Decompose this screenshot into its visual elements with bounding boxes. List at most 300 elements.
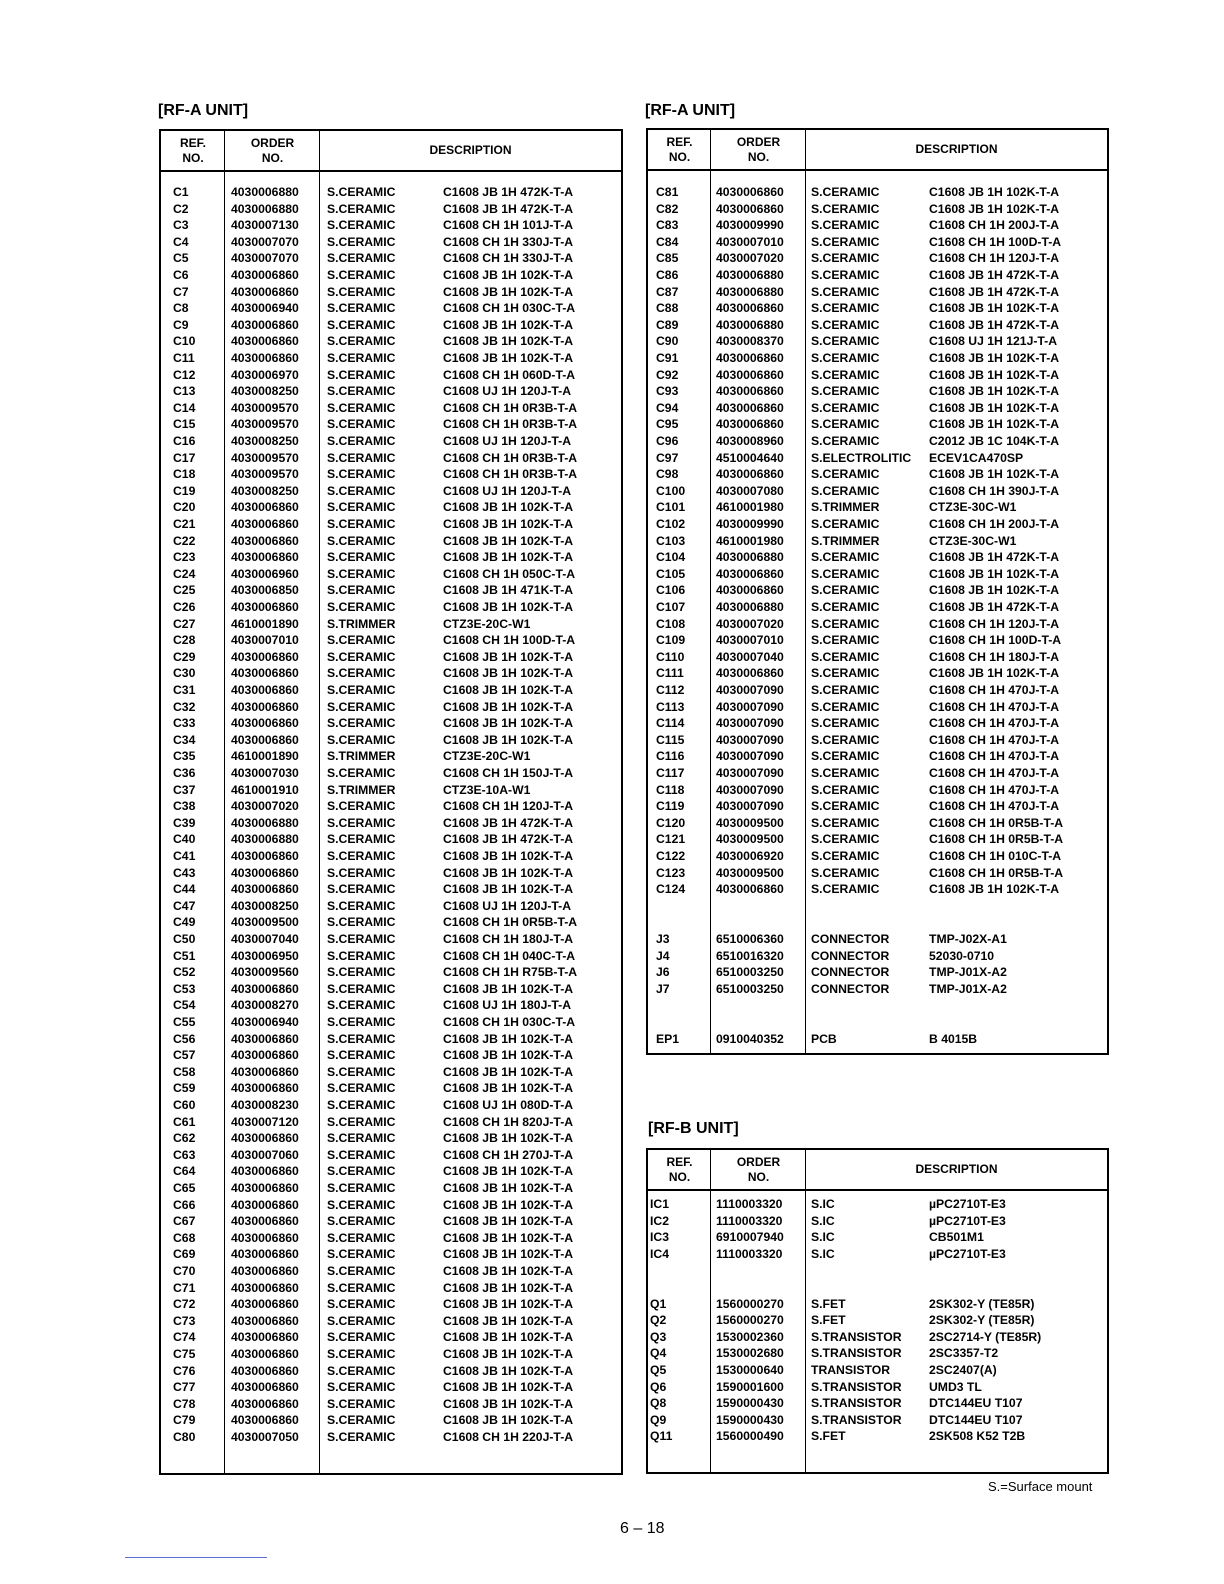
ref-no-cell: C59 xyxy=(173,1081,196,1096)
part-type-cell: CONNECTOR xyxy=(811,948,890,963)
part-spec-cell: C1608 CH 1H 470J-T-A xyxy=(929,699,1060,714)
order-no-cell: 1110003320 xyxy=(716,1246,783,1261)
ref-no-cell: C10 xyxy=(173,334,196,349)
part-type-cell: S.CERAMIC xyxy=(327,1313,396,1328)
table-row xyxy=(648,649,1107,666)
ref-no-cell: C9 xyxy=(173,317,189,332)
part-type-cell: S.CERAMIC xyxy=(327,301,396,316)
order-no-cell: 6510016320 xyxy=(716,948,784,963)
part-type-cell: S.CERAMIC xyxy=(327,932,396,946)
order-no-cell: 4030006970 xyxy=(231,367,299,382)
part-spec-cell: 2SK302-Y (TE85R) xyxy=(929,1313,1035,1328)
part-spec-cell: C1608 JB 1H 102K-T-A xyxy=(929,351,1060,365)
table-row xyxy=(161,1379,621,1396)
surface-mount-note: S.=Surface mount xyxy=(988,1479,1093,1494)
ref-no-cell: C76 xyxy=(173,1363,196,1378)
table-row xyxy=(648,499,1107,516)
table-row xyxy=(161,333,621,350)
ref-no-cell: C72 xyxy=(173,1297,196,1312)
order-no-cell: 4030006940 xyxy=(231,301,299,316)
table-row xyxy=(648,665,1107,682)
table-row xyxy=(161,1114,621,1131)
part-spec-cell: C1608 JB 1H 102K-T-A xyxy=(443,1313,574,1328)
table-row xyxy=(648,1379,1107,1396)
part-type-cell: S.TRIMMER xyxy=(811,533,880,548)
part-type-cell: S.CERAMIC xyxy=(327,1048,396,1063)
table-row xyxy=(161,665,621,682)
table-row xyxy=(648,1412,1107,1429)
part-spec-cell: C1608 JB 1H 102K-T-A xyxy=(443,1280,574,1295)
part-type-cell: S.CERAMIC xyxy=(811,583,880,598)
part-type-cell: CONNECTOR xyxy=(811,981,890,996)
ref-no-cell: C18 xyxy=(173,467,196,482)
table-row xyxy=(161,367,621,384)
order-no-header: ORDER NO. xyxy=(250,135,295,165)
order-no-cell: 4030006880 xyxy=(231,185,299,199)
table-row xyxy=(161,1147,621,1164)
order-no-cell: 4030009570 xyxy=(231,400,299,415)
part-type-cell: S.IC xyxy=(811,1230,835,1245)
table-row xyxy=(648,400,1107,417)
part-type-cell: S.IC xyxy=(811,1246,835,1261)
order-no-cell: 4030006940 xyxy=(231,1015,299,1029)
table-row xyxy=(648,1428,1107,1445)
part-spec-cell: C1608 JB 1H 472K-T-A xyxy=(443,832,574,847)
part-type-cell: S.CERAMIC xyxy=(811,832,880,847)
ref-no-cell: C88 xyxy=(656,301,679,316)
order-no-cell: 4030006880 xyxy=(716,268,784,282)
part-spec-cell: C1608 CH 1H 330J-T-A xyxy=(443,251,574,266)
part-type-cell: S.CERAMIC xyxy=(811,268,880,282)
part-type-cell: S.CERAMIC xyxy=(327,1015,396,1029)
order-no-cell: 1560000270 xyxy=(716,1313,784,1328)
part-spec-cell: CTZ3E-20C-W1 xyxy=(443,616,531,631)
table-row xyxy=(161,715,621,732)
ref-no-cell: C123 xyxy=(656,865,686,880)
order-no-cell: 4030006920 xyxy=(716,849,784,863)
part-spec-cell: 2SC2714-Y (TE85R) xyxy=(929,1329,1042,1344)
table-row xyxy=(648,981,1107,998)
part-spec-cell: C1608 JB 1H 102K-T-A xyxy=(443,849,574,863)
table-row xyxy=(648,201,1107,218)
order-no-cell: 4030006860 xyxy=(231,716,299,731)
part-spec-cell: C1608 JB 1H 102K-T-A xyxy=(929,467,1060,482)
table-row xyxy=(161,898,621,915)
part-spec-cell: C1608 JB 1H 102K-T-A xyxy=(443,683,574,697)
part-type-cell: S.CERAMIC xyxy=(811,865,880,880)
order-no-cell: 0910040352 xyxy=(716,1031,784,1046)
table-row xyxy=(161,582,621,599)
table-row xyxy=(161,881,621,898)
part-spec-cell: C1608 JB 1H 102K-T-A xyxy=(443,981,574,996)
ref-no-cell: C107 xyxy=(656,600,686,614)
order-no-cell: 4030007090 xyxy=(716,716,784,731)
part-spec-cell: C1608 JB 1H 102K-T-A xyxy=(443,1330,574,1345)
ref-no-cell: J6 xyxy=(656,965,670,980)
part-type-cell: S.CERAMIC xyxy=(811,234,880,249)
order-no-cell: 1590000430 xyxy=(716,1412,784,1427)
table-row xyxy=(161,566,621,583)
part-type-cell: S.CERAMIC xyxy=(327,898,396,913)
ref-no-cell: C110 xyxy=(656,649,685,664)
ref-no-cell: C60 xyxy=(173,1098,196,1112)
ref-no-cell: C17 xyxy=(173,450,196,465)
ref-no-cell: C81 xyxy=(656,185,679,199)
table-row xyxy=(648,549,1107,566)
table-row xyxy=(648,367,1107,384)
order-no-cell: 4030006880 xyxy=(231,832,299,847)
part-type-cell: S.CERAMIC xyxy=(327,882,396,897)
part-spec-cell: C1608 JB 1H 472K-T-A xyxy=(929,317,1060,332)
part-spec-cell: C1608 CH 1H 0R5B-T-A xyxy=(443,915,578,930)
table-row xyxy=(648,217,1107,234)
part-type-cell: S.CERAMIC xyxy=(327,351,396,365)
table-row xyxy=(161,848,621,865)
ref-no-cell: C40 xyxy=(173,832,196,847)
part-type-cell: S.CERAMIC xyxy=(327,1131,396,1146)
ref-no-cell: C106 xyxy=(656,583,686,598)
part-spec-cell: C1608 CH 1H 060D-T-A xyxy=(443,367,576,382)
part-spec-cell: C1608 JB 1H 102K-T-A xyxy=(443,1081,574,1096)
ref-no-cell: C90 xyxy=(656,334,679,349)
table-row xyxy=(161,931,621,948)
table-row xyxy=(648,831,1107,848)
table-row xyxy=(648,333,1107,350)
ref-no-cell: C7 xyxy=(173,284,189,299)
ref-no-cell: C101 xyxy=(656,500,686,515)
table-row xyxy=(648,267,1107,284)
order-no-cell: 4030006860 xyxy=(231,517,299,531)
order-no-cell: 4030006950 xyxy=(231,948,299,963)
description-header: DESCRIPTION xyxy=(429,143,512,157)
part-type-cell: S.CERAMIC xyxy=(811,185,880,199)
ref-no-cell: Q11 xyxy=(650,1429,673,1444)
part-type-cell: S.CERAMIC xyxy=(327,1363,396,1378)
order-no-cell: 4030009990 xyxy=(716,517,784,531)
part-type-cell: S.CERAMIC xyxy=(327,1247,396,1262)
table-row xyxy=(161,350,621,367)
ref-no-cell: C16 xyxy=(173,434,196,448)
order-no-cell: 4030006860 xyxy=(231,1197,299,1212)
order-no-cell: 1110003320 xyxy=(716,1197,783,1211)
table-row xyxy=(161,499,621,516)
order-no-cell: 4030008270 xyxy=(231,998,299,1013)
part-type-cell: S.CERAMIC xyxy=(327,981,396,996)
part-type-cell: S.CERAMIC xyxy=(327,533,396,548)
table-row xyxy=(161,250,621,267)
table-row xyxy=(648,1229,1107,1246)
part-type-cell: PCB xyxy=(811,1031,837,1046)
table-row xyxy=(161,1097,621,1114)
part-spec-cell: C1608 CH 1H 0R3B-T-A xyxy=(443,417,578,432)
part-spec-cell: C1608 JB 1H 102K-T-A xyxy=(929,301,1060,316)
order-no-cell: 4030007010 xyxy=(716,234,784,249)
part-type-cell: S.CERAMIC xyxy=(327,915,396,930)
ref-no-cell: C8 xyxy=(173,301,189,316)
order-no-cell: 4030006860 xyxy=(231,1297,299,1312)
part-spec-cell: C1608 CH 1H 120J-T-A xyxy=(929,251,1060,266)
order-no-cell: 4610001890 xyxy=(231,749,299,764)
part-type-cell: S.CERAMIC xyxy=(327,832,396,847)
table-row xyxy=(161,1047,621,1064)
table-row xyxy=(648,914,1107,931)
table-row xyxy=(161,981,621,998)
order-no-cell: 4030006860 xyxy=(716,351,784,365)
order-no-cell: 4030007060 xyxy=(231,1147,299,1162)
ref-no-cell: C91 xyxy=(656,351,679,365)
right-parts-table-b xyxy=(646,1148,1109,1474)
order-no-cell: 4030009990 xyxy=(716,218,784,233)
table-row xyxy=(161,284,621,301)
order-no-cell: 4030007040 xyxy=(716,649,784,664)
ref-no-cell: C4 xyxy=(173,234,189,249)
table-row xyxy=(161,1130,621,1147)
part-spec-cell: C1608 CH 1H 200J-T-A xyxy=(929,218,1060,233)
order-no-cell: 1560000270 xyxy=(716,1296,784,1311)
part-spec-cell: C1608 JB 1H 102K-T-A xyxy=(443,1413,574,1428)
ref-no-cell: C12 xyxy=(173,367,196,382)
part-type-cell: S.CERAMIC xyxy=(327,1347,396,1361)
order-no-cell: 4030006860 xyxy=(716,384,784,399)
table-row xyxy=(161,732,621,749)
ref-no-cell: C20 xyxy=(173,500,196,515)
table-row xyxy=(648,1196,1107,1213)
order-no-cell: 4030006860 xyxy=(231,1363,299,1378)
table-row xyxy=(648,1345,1107,1362)
part-type-cell: S.CERAMIC xyxy=(811,683,880,697)
order-no-cell: 4030006860 xyxy=(231,683,299,697)
part-spec-cell: C1608 JB 1H 102K-T-A xyxy=(443,550,574,565)
ref-no-cell: C27 xyxy=(173,616,196,631)
part-spec-cell: C1608 CH 1H 120J-T-A xyxy=(929,616,1060,631)
order-no-cell: 4610001890 xyxy=(231,616,299,631)
table-row xyxy=(161,1163,621,1180)
part-type-cell: S.FET xyxy=(811,1429,846,1444)
part-spec-cell: DTC144EU T107 xyxy=(929,1412,1023,1427)
part-type-cell: S.CERAMIC xyxy=(811,633,880,648)
part-type-cell: S.CERAMIC xyxy=(327,483,396,498)
table-row xyxy=(161,1280,621,1297)
part-spec-cell: C1608 CH 1H 010C-T-A xyxy=(929,849,1062,863)
order-no-cell: 4030006860 xyxy=(231,1181,299,1195)
table-row xyxy=(648,533,1107,550)
part-spec-cell: C1608 JB 1H 102K-T-A xyxy=(929,583,1060,598)
part-spec-cell: C1608 JB 1H 102K-T-A xyxy=(443,716,574,731)
part-spec-cell: C1608 CH 1H 050C-T-A xyxy=(443,566,576,581)
ref-no-cell: C5 xyxy=(173,251,189,266)
description-header: DESCRIPTION xyxy=(915,1162,998,1176)
part-spec-cell: C1608 JB 1H 102K-T-A xyxy=(443,1031,574,1046)
table-row xyxy=(161,798,621,815)
order-no-cell: 4030006860 xyxy=(231,1131,299,1146)
ref-no-cell: C83 xyxy=(656,218,679,233)
part-spec-cell: UMD3 TL xyxy=(929,1379,982,1394)
part-spec-cell: C1608 JB 1H 102K-T-A xyxy=(929,882,1060,897)
part-spec-cell: C1608 JB 1H 102K-T-A xyxy=(929,666,1060,681)
table-row xyxy=(648,815,1107,832)
part-spec-cell: C1608 JB 1H 102K-T-A xyxy=(443,1230,574,1245)
table-row xyxy=(648,898,1107,915)
ref-no-cell: C109 xyxy=(656,633,686,648)
part-type-cell: S.CERAMIC xyxy=(327,649,396,664)
part-type-cell: S.CERAMIC xyxy=(327,268,396,282)
table-row xyxy=(648,483,1107,500)
part-spec-cell: C2012 JB 1C 104K-T-A xyxy=(929,434,1060,448)
order-no-cell: 4030007070 xyxy=(231,251,299,266)
order-no-cell: 4030006860 xyxy=(231,981,299,996)
order-no-cell: 4030007050 xyxy=(231,1430,299,1444)
table-row xyxy=(648,433,1107,450)
part-type-cell: S.CERAMIC xyxy=(327,1114,396,1129)
order-no-cell: 4030009500 xyxy=(716,815,784,830)
ref-no-cell: C97 xyxy=(656,450,679,465)
order-no-cell: 4030006850 xyxy=(231,583,299,598)
table-row xyxy=(648,682,1107,699)
order-no-cell: 4030006860 xyxy=(716,583,784,598)
order-no-cell: 4030006860 xyxy=(716,301,784,316)
table-row xyxy=(648,798,1107,815)
part-type-cell: S.CERAMIC xyxy=(327,201,396,216)
ref-no-cell: C111 xyxy=(656,666,684,681)
part-type-cell: S.CERAMIC xyxy=(811,434,880,448)
ref-no-cell: C41 xyxy=(173,849,196,863)
order-no-header: ORDER NO. xyxy=(736,1154,781,1184)
order-no-cell: 4030006860 xyxy=(231,1313,299,1328)
part-type-cell: S.CERAMIC xyxy=(811,600,880,614)
part-spec-cell: C1608 JB 1H 102K-T-A xyxy=(443,600,574,614)
order-no-cell: 4030007090 xyxy=(716,732,784,747)
ref-no-cell: C29 xyxy=(173,649,196,664)
part-spec-cell: C1608 JB 1H 102K-T-A xyxy=(443,1396,574,1411)
part-spec-cell: C1608 JB 1H 102K-T-A xyxy=(443,334,574,349)
order-no-cell: 1560000490 xyxy=(716,1429,784,1444)
part-spec-cell: C1608 CH 1H 390J-T-A xyxy=(929,483,1060,498)
part-type-cell: S.IC xyxy=(811,1213,835,1228)
order-no-cell: 1590001600 xyxy=(716,1379,784,1394)
order-no-cell: 4030007090 xyxy=(716,699,784,714)
table-row xyxy=(161,1412,621,1429)
part-spec-cell: C1608 CH 1H 100D-T-A xyxy=(929,633,1062,648)
order-no-cell: 4030006860 xyxy=(716,666,784,681)
order-no-cell: 4030006860 xyxy=(231,600,299,614)
table-row xyxy=(161,964,621,981)
table-row xyxy=(161,1429,621,1446)
part-type-cell: S.CERAMIC xyxy=(327,1396,396,1411)
order-no-cell: 4030006880 xyxy=(716,550,784,565)
ref-no-cell: C25 xyxy=(173,583,196,598)
part-spec-cell: 2SK302-Y (TE85R) xyxy=(929,1296,1035,1311)
part-type-cell: S.TRANSISTOR xyxy=(811,1329,902,1344)
order-no-cell: 4030006880 xyxy=(716,284,784,299)
part-type-cell: S.CERAMIC xyxy=(327,1197,396,1212)
part-type-cell: S.CERAMIC xyxy=(811,467,880,482)
ref-no-cell: C79 xyxy=(173,1413,196,1428)
ref-no-cell: C51 xyxy=(173,948,196,963)
part-spec-cell: C1608 JB 1H 472K-T-A xyxy=(929,284,1060,299)
order-no-cell: 4030009500 xyxy=(231,915,299,930)
order-no-cell: 4030006860 xyxy=(231,849,299,863)
ref-no-cell: C30 xyxy=(173,666,196,681)
part-spec-cell: C1608 UJ 1H 120J-T-A xyxy=(443,898,572,913)
part-type-cell: S.CERAMIC xyxy=(327,583,396,598)
part-spec-cell: C1608 JB 1H 102K-T-A xyxy=(929,384,1060,399)
part-spec-cell: C1608 CH 1H 0R3B-T-A xyxy=(443,400,578,415)
table-row xyxy=(161,1197,621,1214)
table-row xyxy=(161,748,621,765)
table-row xyxy=(161,383,621,400)
ref-no-cell: C47 xyxy=(173,898,196,913)
order-no-cell: 6510006360 xyxy=(716,932,784,946)
order-no-cell: 4030006860 xyxy=(716,201,784,216)
table-row xyxy=(161,1031,621,1048)
ref-no-cell: C28 xyxy=(173,633,196,648)
table-row xyxy=(161,1064,621,1081)
part-spec-cell: TMP-J01X-A2 xyxy=(929,965,1007,980)
order-no-cell: 4030006860 xyxy=(231,1064,299,1079)
order-no-cell: 4030007020 xyxy=(231,799,299,814)
order-no-cell: 4030006860 xyxy=(231,1413,299,1428)
table-row xyxy=(648,184,1107,201)
part-type-cell: S.CERAMIC xyxy=(811,749,880,764)
part-type-cell: S.CERAMIC xyxy=(811,716,880,731)
ref-no-cell: C21 xyxy=(173,517,196,531)
part-type-cell: S.CERAMIC xyxy=(327,251,396,266)
order-no-header: ORDER NO. xyxy=(736,134,781,164)
table-row xyxy=(648,350,1107,367)
part-type-cell: S.CERAMIC xyxy=(327,1031,396,1046)
part-spec-cell: C1608 CH 1H 040C-T-A xyxy=(443,948,576,963)
part-spec-cell: C1608 JB 1H 102K-T-A xyxy=(443,1297,574,1312)
part-type-cell: S.TRANSISTOR xyxy=(811,1396,902,1411)
part-spec-cell: C1608 JB 1H 102K-T-A xyxy=(443,1247,574,1262)
part-spec-cell: C1608 CH 1H 030C-T-A xyxy=(443,1015,576,1029)
part-type-cell: S.CERAMIC xyxy=(327,434,396,448)
part-type-cell: S.CERAMIC xyxy=(811,367,880,382)
ref-no-cell: C70 xyxy=(173,1264,196,1278)
part-type-cell: S.CERAMIC xyxy=(327,450,396,465)
table-row xyxy=(648,250,1107,267)
part-spec-cell: C1608 CH 1H 100D-T-A xyxy=(929,234,1062,249)
ref-no-cell: C49 xyxy=(173,915,196,930)
table-row xyxy=(648,881,1107,898)
table-row xyxy=(161,1014,621,1031)
order-no-cell: 4030006880 xyxy=(716,317,784,332)
ref-no-cell: C23 xyxy=(173,550,196,565)
ref-no-cell: C35 xyxy=(173,749,196,764)
ref-no-cell: C104 xyxy=(656,550,686,565)
part-spec-cell: C1608 JB 1H 102K-T-A xyxy=(443,517,574,531)
part-type-cell: TRANSISTOR xyxy=(811,1363,890,1377)
part-type-cell: S.CERAMIC xyxy=(811,699,880,714)
table-row xyxy=(161,516,621,533)
part-spec-cell: CTZ3E-10A-W1 xyxy=(443,782,531,797)
table-row xyxy=(161,184,621,201)
table-row xyxy=(648,1031,1107,1048)
ref-no-cell: C113 xyxy=(656,699,685,714)
part-spec-cell: C1608 JB 1H 102K-T-A xyxy=(929,201,1060,216)
part-type-cell: S.CERAMIC xyxy=(811,251,880,266)
part-type-cell: S.CERAMIC xyxy=(327,1214,396,1229)
ref-no-cell: C50 xyxy=(173,932,196,946)
table-row xyxy=(648,1312,1107,1329)
ref-no-cell: C117 xyxy=(656,766,685,780)
ref-no-cell: C58 xyxy=(173,1064,196,1079)
order-no-cell: 4030007010 xyxy=(716,633,784,648)
ref-no-cell: C11 xyxy=(173,351,195,365)
order-no-cell: 4610001910 xyxy=(231,782,299,797)
order-no-cell: 4030006860 xyxy=(231,317,299,332)
part-type-cell: S.CERAMIC xyxy=(327,1181,396,1195)
